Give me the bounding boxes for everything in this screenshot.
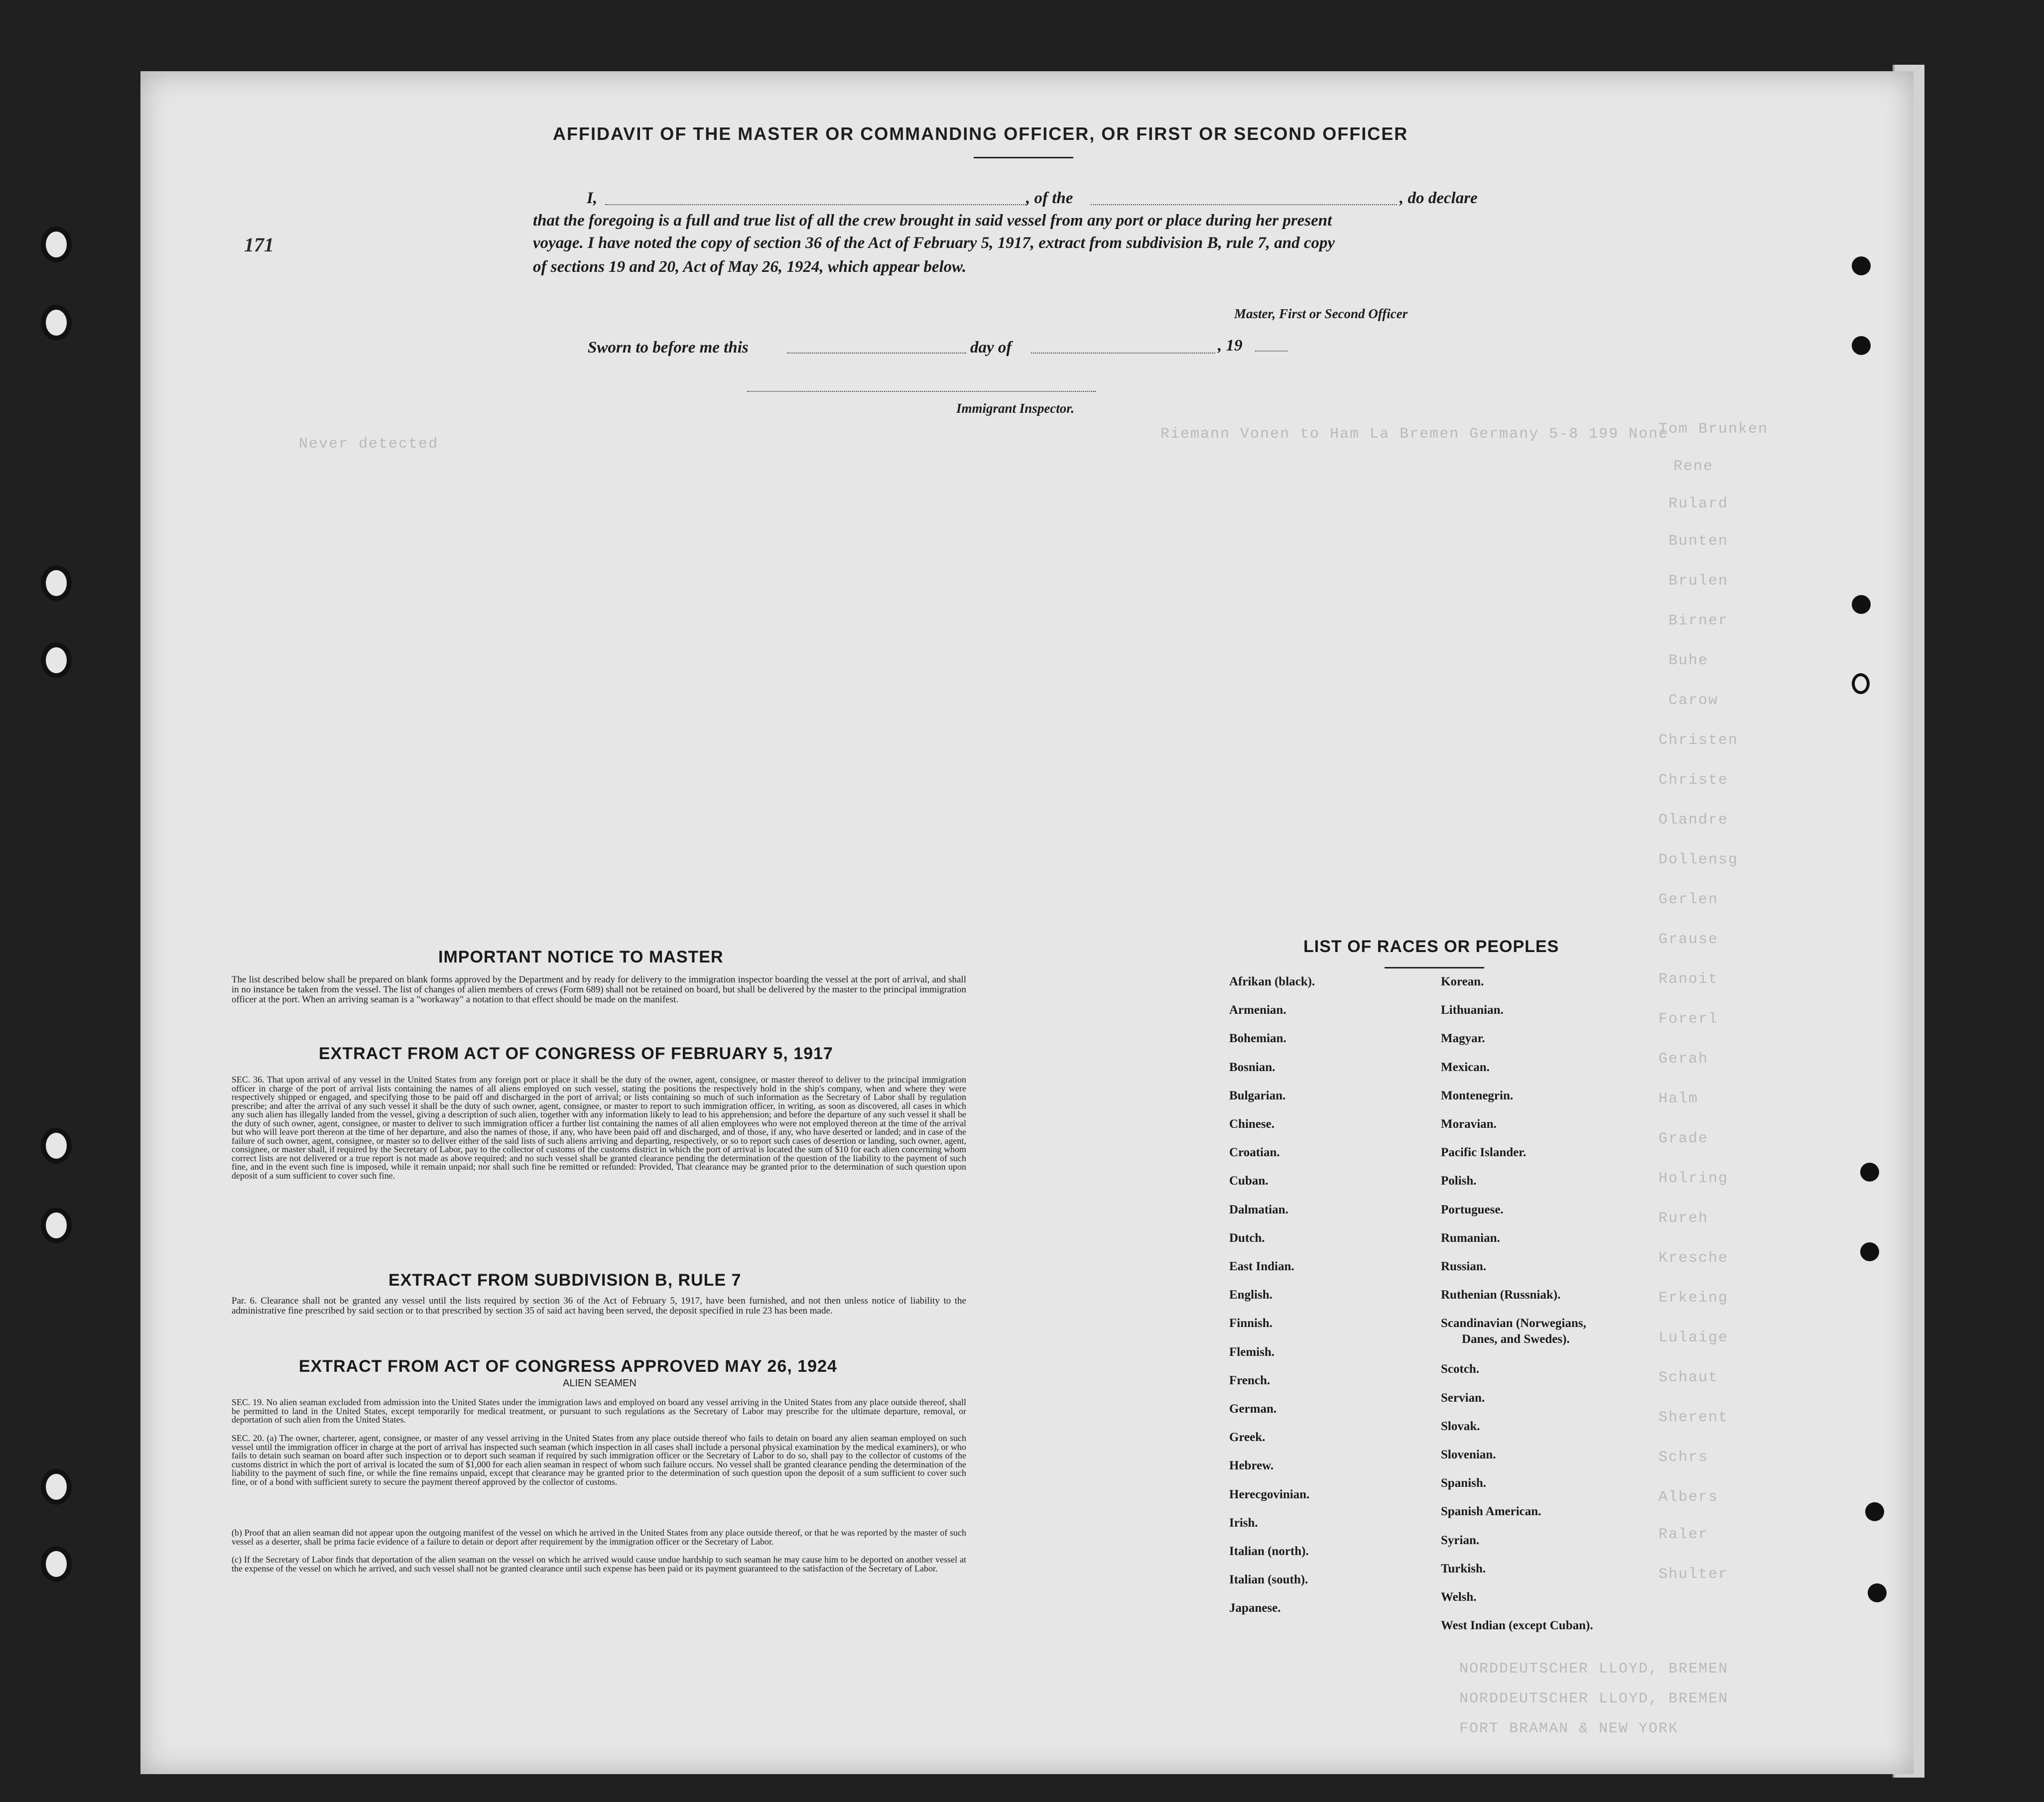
bleed-through-text: Never detected [299,436,439,453]
vessel-field-line[interactable] [1091,204,1397,205]
title-underline [974,157,1073,158]
bleed-through-text: Rulard [1668,495,1729,512]
punch-hole [1852,673,1870,694]
bleed-through-text: Grause [1659,931,1719,948]
bleed-through-text: NORDDEUTSCHER LLOYD, BREMEN [1459,1661,1729,1678]
bleed-through-text: Schrs [1659,1449,1709,1466]
race-item: Slovenian. [1441,1448,1496,1461]
bleed-through-text: Schaut [1659,1369,1719,1386]
affidavit-line-2: that the foregoing is a full and true list of all the crew brought in said vessel from any port or place during her present [533,212,1332,230]
bleed-through-text: Halm [1659,1090,1699,1107]
bleed-through-text: Kresche [1659,1250,1729,1267]
bleed-through-text: Lulaige [1659,1329,1729,1346]
race-item: English. [1229,1288,1273,1302]
race-item: Dalmatian. [1229,1202,1288,1216]
race-item: Portuguese. [1441,1202,1504,1216]
sec20a-text: SEC. 20. (a) The owner, charterer, agent, consignee, or master of any vessel arriving in the United States from any place outside thereof who fails to detain on board any alien seaman employed on such vessel until the immigration officer in charge at the port of arrival has inspected such seaman (which inspection in all cases shall include a personal physical examination by the medical examiners), or who fails to detain such seaman on board after such inspection or to deport such seaman if required by such immigration officer or the Secretary of Labor to do so, shall pay to the collector of customs of the customs district in which the port of arrival is located the sum of $1,000 for each alien seaman in respect of whom such failure occurs. No vessel shall be granted clearance pending the determination of the liability to the payment of such fine, or while the fine remains unpaid, except that clearance may be granted prior to the determination of such question upon the deposit of a sum sufficient to cover such fine, or of a bond with sufficient surety to secure the payment thereof approved by the collector of customs. [232,1433,966,1487]
bleed-through-text: Shulter [1659,1566,1729,1583]
punch-hole [1852,595,1871,614]
punch-hole [41,1207,72,1243]
race-item: Spanish. [1441,1476,1487,1490]
affidavit-of-the: , of the [1026,189,1073,207]
bleed-through-text: Ranoit [1659,971,1719,988]
bleed-through-text: Brulen [1668,573,1729,590]
race-item: Bulgarian. [1229,1088,1286,1102]
race-item: Dutch. [1229,1231,1265,1245]
race-item: Italian (north). [1229,1545,1309,1558]
bleed-through-text: Albers [1659,1489,1719,1506]
race-item: East Indian. [1229,1260,1294,1273]
bleed-through-text: Christen [1659,732,1739,749]
punch-hole [41,1469,72,1505]
affidavit-title: AFFIDAVIT OF THE MASTER OR COMMANDING OFFICER, OR FIRST OR SECOND OFFICER [553,123,1408,144]
bleed-through-text: Forerl [1659,1011,1719,1028]
important-notice-heading: IMPORTANT NOTICE TO MASTER [438,948,724,966]
race-item: Magyar. [1441,1032,1485,1046]
affidavit-line-4: of sections 19 and 20, Act of May 26, 1924, which appear below. [533,258,967,276]
race-item: French. [1229,1373,1271,1387]
inspector-signature-line[interactable] [747,391,1096,392]
bleed-through-text: Gerah [1659,1051,1709,1068]
race-item: Japanese. [1229,1601,1281,1615]
race-item: Servian. [1441,1391,1485,1405]
punch-hole [1865,1502,1884,1521]
extract-1917-body: SEC. 36. That upon arrival of any vessel in the United States from any foreign port or place it shall be the duty of the owner, agent, consignee, or master thereof to deliver to the principal immigration officer in charge of the port of arrival lists containing the names of all aliens employed on such vessel, stating the positions the respectively hold in the ship's company, when and where they were respectively shipped or engaged, and specifying those to be paid off and discharged in the port of arrival; or lists containing so much of such information as the Secretary of Labor shall by regulation prescribe; and after the arrival of any such vessel it shall be the duty of such owner, agent, consignee, or master to report to such immigration officer, in writing, as soon as discovered, all cases in which any such alien has illegally landed from the vessel, giving a description of such alien, together with any information likely to lead to his apprehension; and before the departure of any such vessel it shall be the duty of such owner, agent, consignee, or master to deliver to such immigration officer a further list containing the names of all alien employees who were not employed thereon at the time of the arrival but who will leave port thereon at the time of her departure, and also the names of those, if any, who have been paid off and discharged, and of those, if any, who have deserted or landed; and in case of the failure of such owner, agent, consignee, or master so to deliver either of the said lists of such aliens arriving and departing, respectively, or so to report such cases of desertion or landing, such owner, agent, consignee, or master shall, if required by the Secretary of Labor, pay to the collector of customs of the customs district in which the port of arrival is located the sum of $10 for each alien concerning whom correct lists are not delivered or a true report is not made as above required; and no such vessel shall be granted clearance pending the determination of the question of the liability to the payment of such fine, and in the event such fine is imposed, while it remain unpaid; nor shall such fine be remitted or refunded: Provided, That clearance may be granted prior to the determination of such question upon deposit of a sum sufficient to cover such fine. [232,1075,966,1181]
rule7-heading: EXTRACT FROM SUBDIVISION B, RULE 7 [388,1271,742,1290]
margin-note: 171 [244,234,274,256]
race-item: Flemish. [1229,1345,1275,1359]
bleed-through-text: Sherent [1659,1409,1729,1426]
punch-hole [41,227,72,262]
bleed-through-text: Birner [1668,612,1729,629]
bleed-through-text: Riemann Vonen to Ham La Bremen Germany 5-8 199 None [1160,426,1669,443]
race-item: Lithuanian. [1441,1003,1504,1017]
race-item: Scandinavian (Norwegians, [1441,1317,1586,1330]
sworn-label: Sworn to before me this [588,339,749,357]
races-underline [1385,967,1484,968]
race-item: Bosnian. [1229,1060,1276,1074]
race-item: German. [1229,1402,1277,1416]
bleed-through-text: Gerlen [1659,891,1719,908]
race-item: Finnish. [1229,1317,1273,1330]
bleed-through-text: Dollensg [1659,851,1739,868]
race-item: Korean. [1441,975,1484,988]
punch-hole [41,1546,72,1582]
race-item: Cuban. [1229,1174,1269,1188]
sec19-text: SEC. 19. No alien seaman excluded from admission into the United States under the immigration laws and employed on board any vessel arriving in the United States from any place outside thereof, shall be permitted to land in the United States, except temporarily for medical treatment, or pursuant to such regulations as the Secretary of Labor may prescribe for the ultimate departure, removal, or deportation of such alien from the United States. [232,1397,966,1425]
master-signature-label: Master, First or Second Officer [1234,306,1408,321]
affidavit-i-label: I, [587,189,598,207]
bleed-through-text: Holring [1659,1170,1729,1187]
race-item: Croatian. [1229,1146,1280,1160]
sworn-year-line[interactable] [1255,351,1287,352]
extract-1917-heading: EXTRACT FROM ACT OF CONGRESS OF FEBRUARY 5, 1917 [319,1044,833,1063]
race-item: Slovak. [1441,1419,1480,1433]
race-item: Ruthenian (Russniak). [1441,1288,1561,1302]
sworn-month-line[interactable] [1031,353,1215,354]
punch-hole [1852,256,1871,275]
bleed-through-text: Olandre [1659,812,1729,829]
race-item: Danes, and Swedes). [1462,1332,1570,1346]
bleed-through-text: Rene [1673,458,1714,475]
bleed-through-text: Raler [1659,1526,1709,1543]
race-item: Spanish American. [1441,1505,1541,1519]
race-item: Syrian. [1441,1533,1480,1547]
bleed-through-text: Bunten [1668,533,1729,550]
punch-hole [41,565,72,601]
affidavit-line-3: voyage. I have noted the copy of section 36 of the Act of February 5, 1917, extract from subdivision B, rule 7, and copy [533,234,1335,252]
bleed-through-text: Rureh [1659,1210,1709,1227]
race-item: Italian (south). [1229,1573,1308,1587]
race-item: Hebrew. [1229,1459,1274,1473]
race-item: West Indian (except Cuban). [1441,1619,1593,1633]
races-heading: LIST OF RACES OR PEOPLES [1303,937,1559,956]
race-item: Moravian. [1441,1117,1497,1131]
bleed-through-text: Christe [1659,772,1729,789]
race-item: Montenegrin. [1441,1088,1514,1102]
sec20c-text: (c) If the Secretary of Labor finds that deportation of the alien seaman on the vessel on which he arrived would cause undue hardship to such seaman he may cause him to be deported on another vessel at the expense of the vessel on which he arrived, and such vessel shall not be granted clearance until such expense has been paid or its payment guaranteed to the satisfaction of the Secretary of Labor. [232,1555,966,1573]
affidavit-do-declare: , do declare [1400,189,1478,207]
race-item: Armenian. [1229,1003,1286,1017]
race-item: Turkish. [1441,1562,1486,1575]
punch-hole [1860,1242,1879,1261]
race-item: Scotch. [1441,1362,1480,1376]
sworn-day-line[interactable] [787,353,966,354]
race-item: Welsh. [1441,1590,1477,1604]
bleed-through-text: Erkeing [1659,1290,1729,1307]
day-of-label: day of [970,339,1012,357]
bleed-through-text: Grade [1659,1130,1709,1147]
race-item: Afrikan (black). [1229,975,1315,988]
race-item: Chinese. [1229,1117,1275,1131]
punch-hole [41,642,72,678]
punch-hole [41,305,72,341]
name-field-line[interactable] [605,204,1026,205]
punch-hole [41,1128,72,1164]
race-item: Greek. [1229,1431,1266,1444]
race-item: Polish. [1441,1174,1477,1188]
important-notice-body: The list described below shall be prepared on blank forms approved by the Department and by ready for delivery to the immigration inspector boarding the vessel at the port of arrival, and shall in no instance be taken from the vessel. The list of changes of alien members of crews (Form 689) shall not be retained on board, but shall be delivered by the master to the principal immigration officer at the port. When an arriving seaman is a "workaway" a notation to that effect should be made on the manifest. [232,974,966,1005]
race-item: Rumanian. [1441,1231,1500,1245]
inspector-label: Immigrant Inspector. [956,401,1075,416]
punch-hole [1860,1163,1879,1182]
document-page [140,71,1914,1774]
alien-seamen-subheading: ALIEN SEAMEN [563,1378,637,1389]
sec20b-text: (b) Proof that an alien seaman did not appear upon the outgoing manifest of the vessel on which he arrived in the United States from any place outside thereof, or that he was reported by the master of such vessel as a deserter, shall be prima facie evidence of a failure to detain or deport after requirement by the immigration officer or the Secretary of Labor. [232,1528,966,1547]
rule7-body: Par. 6. Clearance shall not be granted any vessel until the lists required by section 36 of the Act of February 5, 1917, have been furnished, and not then unless notice of liability to the administrative fine prescribed by said section or to that prescribed by section 35 of said act having been served, the deposit specified in rule 23 has been made. [232,1296,966,1316]
punch-hole [1852,336,1871,355]
race-item: Pacific Islander. [1441,1146,1527,1160]
punch-hole [1868,1583,1887,1602]
bleed-through-text: Buhe [1668,652,1709,669]
race-item: Herecgovinian. [1229,1487,1310,1501]
bleed-through-text: FORT BRAMAN & NEW YORK [1459,1720,1679,1737]
bleed-through-text: Carow [1668,692,1719,709]
race-item: Mexican. [1441,1060,1490,1074]
year-label: , 19 [1218,337,1243,355]
bleed-through-text: NORDDEUTSCHER LLOYD, BREMEN [1459,1690,1729,1707]
race-item: Bohemian. [1229,1032,1286,1046]
bleed-through-text: Tom Brunken [1659,421,1769,438]
extract-1924-heading: EXTRACT FROM ACT OF CONGRESS APPROVED MAY 26, 1924 [299,1357,837,1376]
race-item: Irish. [1229,1516,1258,1530]
race-item: Russian. [1441,1260,1487,1273]
